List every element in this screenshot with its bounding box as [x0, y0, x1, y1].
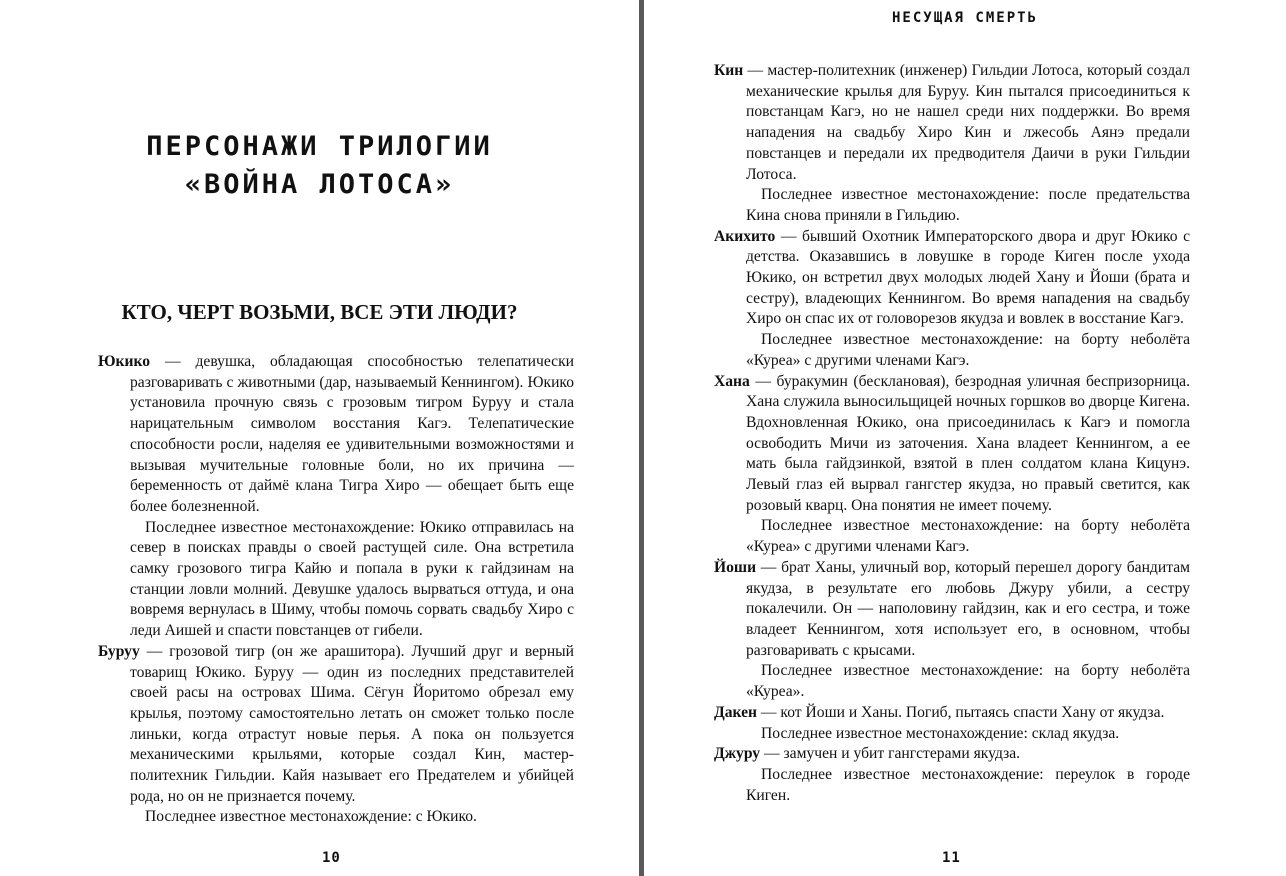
character-text: — брат Ханы, уличный вор, который перешел дорогу бандитам якудза, в результате его любовь Джуру убили, а сестру покалечили. Он — наполовину гайдзин, как и его сестра, и тоже владеет Кеннингом, хотя использует его, в основном, чтобы разговаривать с крысами. [746, 558, 1190, 659]
character-entry [714, 372, 1190, 558]
character-last-location: Последнее известное местонахождение: склад якудза. [761, 724, 1120, 742]
character-last-location: Последнее известное местонахождение: Юкико отправилась на север в поисках правды о своей растущей силе. Она встретила самку грозового тигра Кайю и попала в руки к гайдзинам на станции ловли молний. Девушке удалось вырваться оттуда, и она вовремя вернулась в Шиму, чтобы помочь сорвать свадьбу Хиро с леди Аишей и спасти повстанцев от гибели. [130, 518, 574, 640]
character-text: — грозовой тигр (он же арашитора). Лучший друг и верный товарищ Юкико. Буруу — один из последних представителей своей расы на островах Шима. Сёгун Йоритомо обрезал ему крылья, поэтому самостоятельно летать он сможет только после линьки, когда отрастут новые перья. А пока он пользуется механическими крыльями, которые создал Кин, мастер-политехник Гильдии. Кайя называет его Предателем и убийцей рода, но он не признается почему. [130, 642, 574, 805]
character-text: — бывший Охотник Императорского двора и друг Юкико с детства. Оказавшись в ловушке в городе Киген после ухода Юкико, он встретил двух молодых людей Хану и Йоши (брата и сестру), владеющих Кеннингом. Во время нападения на свадьбу Хиро он спас их от головорезов якудза и вовлек в восстание Кагэ. [746, 227, 1190, 328]
chapter-title [0, 128, 639, 204]
character-name: Йоши [714, 558, 757, 576]
character-description [714, 227, 1190, 331]
character-entry [98, 642, 574, 828]
chapter-title-line-2: «ВОЙНА ЛОТОСА» [184, 169, 455, 200]
character-entry [714, 61, 1190, 227]
left-page [0, 0, 639, 876]
character-last-location: Последнее известное местонахождение: переулок в городе Киген. [746, 765, 1190, 804]
page-number-left: 10 [322, 850, 341, 866]
character-name: Джуру [714, 745, 761, 763]
character-list-right [714, 61, 1190, 806]
character-text: — девушка, обладающая способностью телепатически разговаривать с животными (дар, называемый Кеннингом). Юкико установила прочную связь с грозовым тигром Буруу и стала нарицательным символом восстания Кагэ. Телепатические способности росли, наделяя ее удивительными возможностями и вызывая мучительные головные боли, но их причина — беременность от даймё клана Тигра Хиро — обещает быть еще более болезненной. [130, 353, 574, 515]
character-text: — кот Йоши и Ханы. Погиб, пытаясь спасти Хану от якудза. [757, 703, 1165, 721]
chapter-title-line-1: ПЕРСОНАЖИ ТРИЛОГИИ [146, 131, 493, 162]
character-entry [714, 744, 1190, 806]
section-heading: КТО, ЧЕРТ ВОЗЬМИ, ВСЕ ЭТИ ЛЮДИ? [121, 300, 518, 324]
character-description [98, 352, 574, 518]
character-name: Кин [714, 62, 744, 79]
character-name: Акихито [714, 227, 776, 245]
character-last-location: Последнее известное местонахождение: после предательства Кина снова приняли в Гильдию. [746, 186, 1190, 224]
character-last-location: Последнее известное местонахождение: с Юкико. [145, 808, 477, 826]
character-entry [98, 352, 574, 642]
character-last-location: Последнее известное местонахождение: на борту неболёта «Куреа». [746, 662, 1190, 701]
character-description [714, 744, 1190, 765]
character-name: Дакен [714, 703, 758, 721]
character-text: — буракумин (бесклановая), безродная уличная беспризорница. Хана служила выносильщицей ночных горшков во дворце Кигена. Вдохновленная Юкико, она присоединилась к Кагэ и помогла освободить Мичи из заточения. Хана владеет Кеннингом, а ее мать была гайдзинкой, взятой в плен солдатом клана Кицунэ. Левый глаз ей вырвал гангстер якудза, но правый светится, как розовый кварц. Она понятия не имеет почему. [746, 372, 1190, 514]
character-description [714, 703, 1190, 724]
character-description [98, 642, 574, 808]
character-list-left [98, 352, 574, 828]
character-entry [714, 558, 1190, 703]
character-text: — мастер-политехник (инженер) Гильдии Лотоса, который создал механические крылья для Буруу. Кин пытался присоединиться к повстанцам Кагэ, но не нашел среди них поддержки. Во время нападения на свадьбу Хиро Кин и лжесобь Аянэ предали повстанцев и передали их предводителя Даичи в руки Гильдии Лотоса. [743, 62, 1190, 183]
character-name: Буруу [98, 642, 140, 660]
running-head: НЕСУЩАЯ СМЕРТЬ [891, 10, 1038, 26]
right-page [644, 0, 1286, 876]
character-name: Хана [714, 372, 750, 390]
character-entry [714, 703, 1190, 744]
character-description [714, 372, 1190, 517]
page-number-right: 11 [942, 850, 961, 866]
character-description [714, 558, 1190, 662]
character-name: Юкико [98, 353, 151, 370]
character-description [714, 61, 1190, 185]
character-last-location: Последнее известное местонахождение: на борту неболёта «Куреа» с другими членами Кагэ. [746, 517, 1190, 556]
character-last-location: Последнее известное местонахождение: на борту неболёта «Куреа» с другими членами Кагэ. [746, 331, 1190, 369]
character-entry [714, 227, 1190, 372]
character-text: — замучен и убит гангстерами якудза. [760, 745, 1021, 763]
